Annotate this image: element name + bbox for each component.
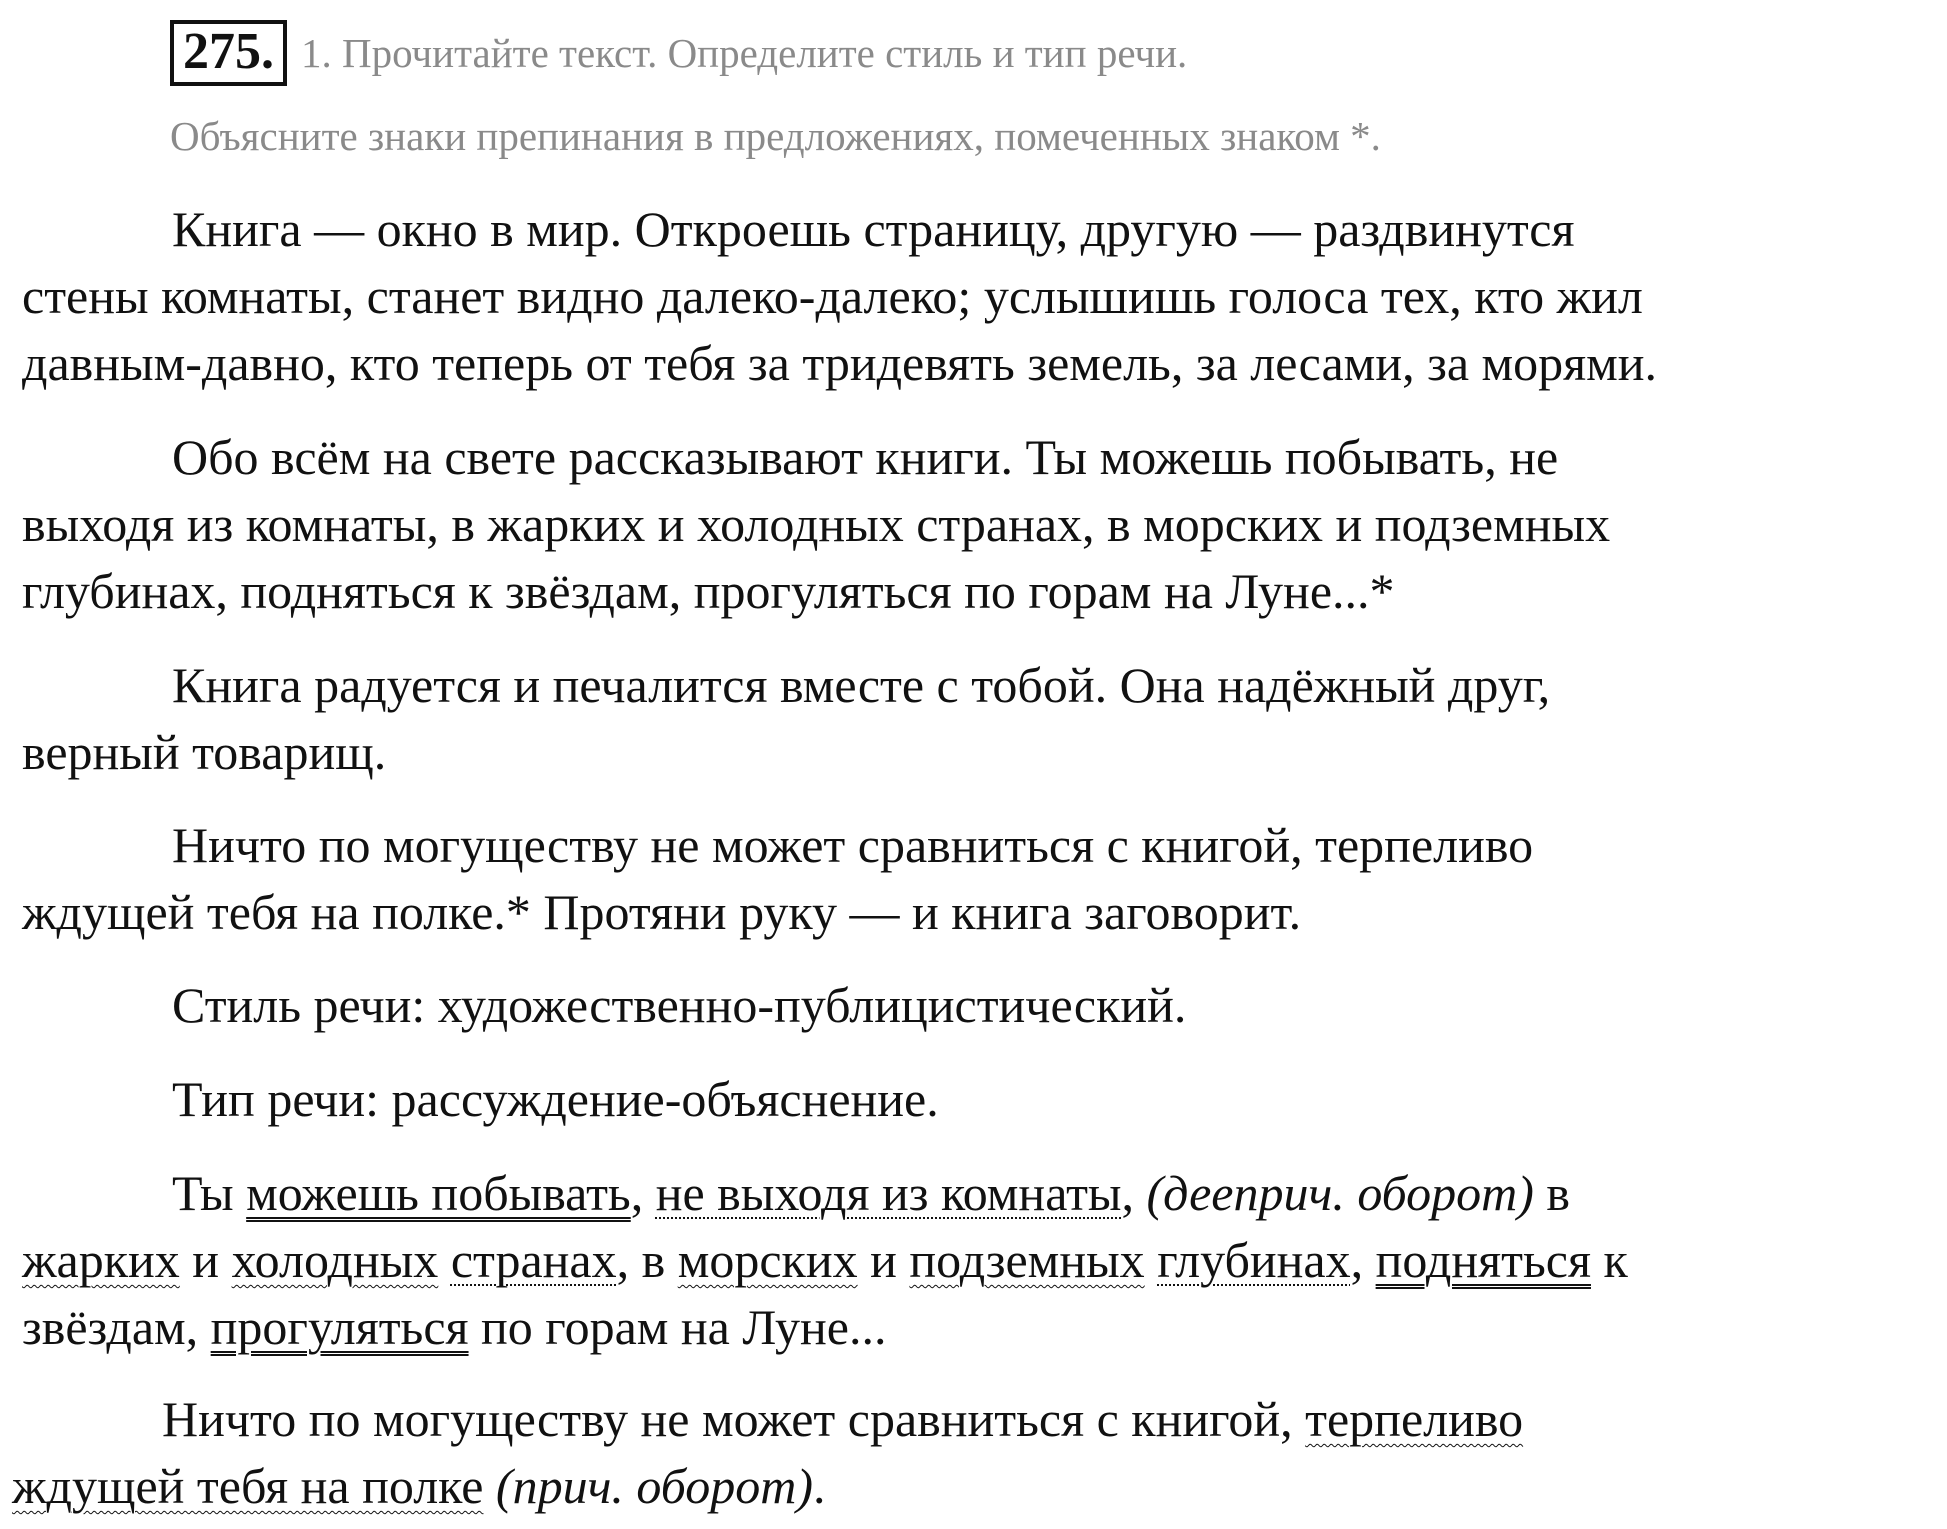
text-line: глубинах, подняться к звёздам, прогуляться по горам на Луне...* <box>22 563 1395 619</box>
analysis-sentence-2 <box>12 1386 1922 1520</box>
analysis-line <box>22 1160 1932 1227</box>
attribute-underlined: морских <box>677 1232 858 1288</box>
adverbial-underlined: глубинах <box>1157 1232 1351 1288</box>
text-line: стены комнаты, станет видно далеко-далеко; услышишь голоса тех, кто жил <box>22 268 1643 324</box>
word: в <box>1546 1165 1571 1221</box>
paragraph-4 <box>22 812 1932 946</box>
word: звёздам, <box>22 1299 199 1355</box>
punctuation: , <box>630 1165 644 1221</box>
exercise-number: 275. <box>170 20 287 86</box>
adverbial-phrase-underlined: не выходя из комнаты <box>655 1165 1122 1221</box>
predicate-underlined: подняться <box>1375 1232 1591 1288</box>
exercise-header <box>170 18 1187 88</box>
analysis-line <box>22 1294 1932 1361</box>
word: и <box>870 1232 897 1288</box>
paragraph-1 <box>22 196 1932 397</box>
word: к <box>1603 1232 1628 1288</box>
predicate-underlined: можешь побывать <box>246 1165 631 1221</box>
punctuation: , <box>1350 1232 1364 1288</box>
answer-type <box>22 1066 1932 1133</box>
punctuation: . <box>813 1458 826 1514</box>
paragraph-3 <box>22 652 1932 786</box>
paragraph-2 <box>22 424 1932 625</box>
attribute-underlined: холодных <box>231 1232 439 1288</box>
attribute-underlined: подземных <box>909 1232 1145 1288</box>
participle-phrase-underlined: терпеливо <box>1305 1391 1524 1447</box>
predicate-underlined: прогуляться <box>210 1299 469 1355</box>
analysis-line <box>12 1453 1922 1520</box>
word: по горам на Луне... <box>481 1299 887 1355</box>
speech-type: Тип речи: рассуждение-объяснение. <box>172 1071 939 1127</box>
word: Ничто по могуществу не может сравниться с книгой, <box>162 1391 1293 1447</box>
text-line: Книга — окно в мир. Откроешь страницу, другую — раздвинутся <box>172 201 1575 257</box>
text-line: давным-давно, кто теперь от тебя за тридевять земель, за лесами, за морями. <box>22 335 1658 391</box>
adverbial-underlined: странах <box>450 1232 617 1288</box>
analysis-line <box>12 1386 1922 1453</box>
word: Ты <box>172 1165 234 1221</box>
analysis-line <box>22 1227 1932 1294</box>
participle-phrase-underlined: ждущей тебя на полке <box>12 1458 484 1514</box>
punctuation: , в <box>616 1232 666 1288</box>
punctuation: , <box>1121 1165 1135 1221</box>
task-line-2: Объясните знаки препинания в предложениях, помеченных знаком *. <box>170 113 1381 159</box>
grammar-note: (прич. оборот) <box>495 1458 814 1514</box>
text-line: выходя из комнаты, в жарких и холодных странах, в морских и подземных <box>22 496 1611 552</box>
word: и <box>192 1232 220 1288</box>
answer-style <box>22 972 1932 1039</box>
text-line: верный товарищ. <box>22 724 387 780</box>
text-line: ждущей тебя на полке.* Протяни руку — и книга заговорит. <box>22 884 1302 940</box>
text-line: Книга радуется и печалится вместе с тобой. Она надёжный друг, <box>172 657 1551 713</box>
grammar-note: (дееприч. оборот) <box>1146 1165 1534 1221</box>
text-line: Ничто по могуществу не может сравниться с книгой, терпеливо <box>172 817 1534 873</box>
attribute-underlined: жарких <box>22 1232 180 1288</box>
text-line: Обо всём на свете рассказывают книги. Ты можешь побывать, не <box>172 429 1559 485</box>
task-line-1: 1. Прочитайте текст. Определите стиль и тип речи. <box>301 30 1188 76</box>
analysis-sentence-1 <box>22 1160 1932 1361</box>
speech-style: Стиль речи: художественно-публицистический. <box>172 977 1187 1033</box>
